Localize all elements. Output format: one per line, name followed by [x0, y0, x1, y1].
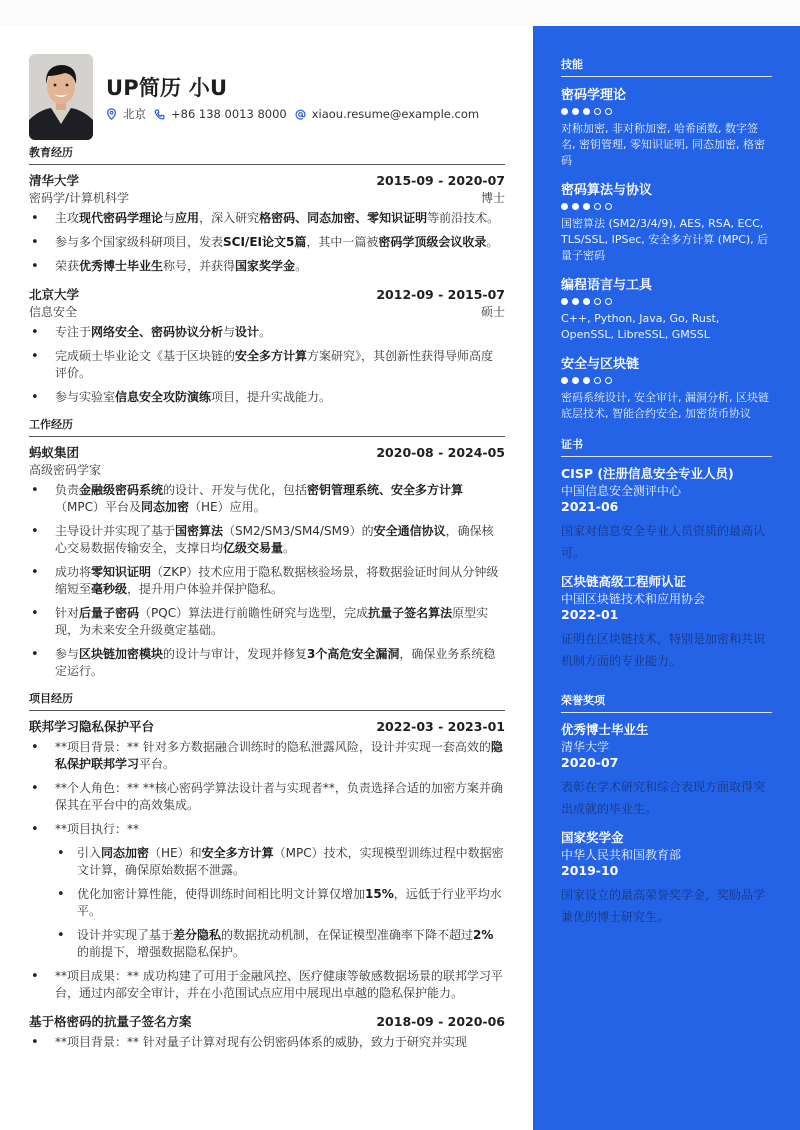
bullet-item: • 主攻现代密码学理论与应用，深入研究格密码、同态加密、零知识证明等前沿技术。 [29, 210, 505, 227]
entry-subheader [29, 189, 505, 206]
bullet-item: • 优化加密计算性能，使得训练时间相比明文计算仅增加15%，远低于行业平均水平。 [55, 886, 505, 920]
bold-text: 密码学顶级会议收录 [378, 235, 487, 249]
empty-dot-icon [605, 108, 612, 115]
entry-date: 2020-08 - 2024-05 [376, 445, 505, 460]
bullet-item: • **个人角色：** **核心密码学算法设计者与实现者**，负责选择合适的加密方案并确保其在平台中的高效集成。 [29, 780, 505, 814]
awards-section [561, 692, 772, 928]
bullet-list [55, 845, 505, 961]
skill-description: 对称加密, 非对称加密, 哈希函数, 数字签名, 密钥管理, 零知识证明, 同态加密, 格密码 [561, 122, 765, 167]
education-entry [29, 285, 505, 406]
bold-text: 15% [365, 887, 394, 901]
major: 信息安全 [29, 305, 78, 319]
bullet-list [29, 1034, 505, 1051]
award-name: 国家奖学金 [561, 830, 624, 845]
bullet-item: • 荣获优秀博士毕业生称号，并获得国家奖学金。 [29, 258, 505, 275]
bold-text: 后量子密码 [79, 606, 140, 620]
filled-dot-icon [561, 203, 568, 210]
bold-text: 信息安全攻防演练 [115, 390, 212, 404]
filled-dot-icon [561, 108, 568, 115]
bold-text: 安全通信协议 [373, 524, 446, 538]
avatar [29, 54, 93, 140]
certificate-issuer: 中国信息安全测评中心 [561, 484, 682, 498]
bold-text: 优秀博士毕业生 [79, 259, 164, 273]
certificate-item [561, 464, 772, 564]
sidebar [533, 26, 800, 1130]
section-title-projects: 项目经历 [29, 690, 505, 711]
entry-header [29, 1012, 505, 1030]
bold-text: 安全多方计算 [235, 349, 308, 363]
project-name: 联邦学习隐私保护平台 [29, 719, 155, 734]
skill-name: 编程语言与工具 [561, 278, 653, 293]
company-name: 蚂蚁集团 [29, 445, 80, 460]
filled-dot-icon [572, 377, 579, 384]
entry-header [29, 285, 505, 303]
project-entry [29, 717, 505, 1002]
bold-text: 国密算法 [175, 524, 224, 538]
skill-level-rating [561, 377, 772, 384]
award-description: 国家设立的最高荣誉奖学金，奖励品学兼优的博士研究生。 [561, 888, 766, 924]
certificates-section [561, 436, 772, 672]
skill-item [561, 353, 772, 422]
filled-dot-icon [583, 203, 590, 210]
skill-level-rating [561, 203, 772, 210]
entry-subheader [29, 303, 505, 320]
phone-text: +86 138 0013 8000 [171, 107, 287, 121]
bold-text: 亿级交易量 [223, 541, 284, 555]
contact-email[interactable] [295, 107, 479, 121]
entry-header [29, 171, 505, 189]
bold-text: 网络安全、密码协议分析 [91, 325, 224, 339]
skill-description: 密码系统设计, 安全审计, 漏洞分析, 区块链底层技术, 智能合约安全, 加密货币协议 [561, 391, 769, 420]
bullet-list [29, 482, 505, 680]
contact-phone[interactable] [154, 107, 287, 121]
skill-item [561, 179, 772, 264]
filled-dot-icon [583, 377, 590, 384]
phone-icon [154, 109, 165, 120]
skill-level-rating [561, 108, 772, 115]
award-date: 2019-10 [561, 863, 619, 878]
bold-text: 应用 [175, 211, 200, 225]
filled-dot-icon [561, 298, 568, 305]
bold-text: 2% [473, 928, 494, 942]
bullet-item: • 成功将零知识证明（ZKP）技术应用于隐私数据核验场景，将数据验证时间从分钟级缩短至毫秒级，提升用户体验并保护隐私。 [29, 564, 505, 598]
bold-text: 国家奖学金 [235, 259, 296, 273]
certificate-date: 2022-01 [561, 607, 619, 622]
bullet-list [29, 739, 505, 1002]
major: 密码学/计算机科学 [29, 191, 130, 205]
skill-name: 密码算法与协议 [561, 183, 653, 198]
bullet-item: • 针对后量子密码（PQC）算法进行前瞻性研究与选型，完成抗量子签名算法原型实现，为未来安全升级奠定基础。 [29, 605, 505, 639]
certificate-name: CISP (注册信息安全专业人员) [561, 466, 734, 481]
bold-text: 格密码、同态加密、零知识证明 [259, 211, 428, 225]
contact-location [106, 106, 146, 122]
bold-text: 隐私保护联邦学习 [55, 740, 503, 771]
bullet-item: • **项目背景：** 针对量子计算对现有公钥密码体系的威胁，致力于研究并实现 [29, 1034, 505, 1051]
award-name: 优秀博士毕业生 [561, 722, 649, 737]
location-icon [106, 108, 117, 120]
empty-dot-icon [594, 298, 601, 305]
candidate-name: UP简历 小U [106, 76, 228, 100]
job-role: 高级密码学家 [29, 463, 102, 477]
empty-dot-icon [605, 377, 612, 384]
bullet-list [29, 324, 505, 406]
bold-text: 差分隐私 [173, 928, 222, 942]
degree: 硕士 [480, 305, 505, 319]
bold-text: 毫秒级 [91, 582, 128, 596]
bullet-item: • 参与实验室信息安全攻防演练项目，提升实战能力。 [29, 389, 505, 406]
education-section [29, 144, 505, 406]
section-title-skills: 技能 [561, 56, 772, 77]
bold-text: 现代密码学理论 [79, 211, 164, 225]
bullet-item: • 完成硕士毕业论文《基于区块链的安全多方计算方案研究》，其创新性获得导师高度评价。 [29, 348, 505, 382]
entry-header [29, 717, 505, 735]
empty-dot-icon [594, 203, 601, 210]
contact-info [106, 106, 487, 122]
bullet-item: • 负责金融级密码系统的设计、开发与优化，包括密钥管理系统、安全多方计算（MPC）平台及同态加密（HE）应用。 [29, 482, 505, 516]
skill-item [561, 84, 772, 169]
bullet-item: • 专注于网络安全、密码协议分析与设计。 [29, 324, 505, 341]
certificate-date: 2021-06 [561, 499, 619, 514]
bullet-item: • **项目执行：** • 引入同态加密（HE）和安全多方计算（MPC）技术，实现模型训练过程中数据密文计算，确保原始数据不泄露。 • 优化加密计算性能，使得训练时间相比明文计算仅增加15%，远低于行业平均水平。 • 设计并实现了基于差分隐私的数据扰动机制，在保证模型准确率下降不超过2%的前提下，增强数据隐私保护。 [29, 821, 505, 961]
skill-name: 密码学理论 [561, 88, 627, 103]
email-icon [295, 109, 306, 120]
bullet-item: • 主导设计并实现了基于国密算法（SM2/SM3/SM4/SM9）的安全通信协议，确保核心交易数据传输安全，支撑日均亿级交易量。 [29, 523, 505, 557]
project-entry [29, 1012, 505, 1051]
work-entry [29, 443, 505, 680]
award-item [561, 828, 772, 928]
bold-text: 3个高危安全漏洞 [307, 647, 400, 661]
filled-dot-icon [572, 203, 579, 210]
entry-date: 2012-09 - 2015-07 [376, 287, 505, 302]
skills-section [561, 56, 772, 422]
main-column [29, 26, 505, 1061]
award-issuer: 中华人民共和国教育部 [561, 848, 682, 862]
bold-text: 金融级密码系统 [79, 483, 164, 497]
section-title-awards: 荣誉奖项 [561, 692, 772, 713]
empty-dot-icon [594, 377, 601, 384]
bullet-item: • 参与区块链加密模块的设计与审计，发现并修复3个高危安全漏洞，确保业务系统稳定运行。 [29, 646, 505, 680]
empty-dot-icon [594, 108, 601, 115]
section-title-education: 教育经历 [29, 144, 505, 165]
project-name: 基于格密码的抗量子签名方案 [29, 1014, 192, 1029]
school-name: 清华大学 [29, 173, 80, 188]
entry-date: 2018-09 - 2020-06 [376, 1014, 505, 1029]
certificate-description: 证明在区块链技术，特别是加密和共识机制方面的专业能力。 [561, 632, 766, 668]
entry-date: 2022-03 - 2023-01 [376, 719, 505, 734]
bold-text: 同态加密 [101, 846, 150, 860]
empty-dot-icon [605, 298, 612, 305]
award-date: 2020-07 [561, 755, 619, 770]
entry-date: 2015-09 - 2020-07 [376, 173, 505, 188]
bold-text: 零知识证明 [91, 565, 152, 579]
skill-description: C++, Python, Java, Go, Rust, OpenSSL, LibreSSL, GMSSL [561, 312, 720, 341]
bold-text: SCI/EI论文5篇 [223, 235, 307, 249]
certificate-issuer: 中国区块链技术和应用协会 [561, 592, 706, 606]
filled-dot-icon [572, 298, 579, 305]
bullet-item: • **项目成果：** 成功构建了可用于金融风控、医疗健康等敏感数据场景的联邦学习平台，通过内部安全审计，并在小范围试点应用中展现出卓越的隐私保护能力。 [29, 968, 505, 1002]
bold-text: 抗量子签名算法 [368, 606, 453, 620]
resume-header [29, 26, 505, 144]
degree: 博士 [480, 191, 505, 205]
work-section [29, 416, 505, 680]
bold-text: 同态加密 [140, 500, 189, 514]
certificate-description: 国家对信息安全专业人员资质的最高认可。 [561, 524, 766, 560]
skill-level-rating [561, 298, 772, 305]
bold-text: 区块链加密模块 [79, 647, 164, 661]
school-name: 北京大学 [29, 287, 80, 302]
certificate-name: 区块链高级工程师认证 [561, 574, 687, 589]
section-title-certificates: 证书 [561, 436, 772, 457]
bold-text: 安全多方计算 [201, 846, 274, 860]
award-item [561, 720, 772, 820]
filled-dot-icon [561, 377, 568, 384]
empty-dot-icon [605, 203, 612, 210]
bullet-item: • 设计并实现了基于差分隐私的数据扰动机制，在保证模型准确率下降不超过2%的前提下，增强数据隐私保护。 [55, 927, 505, 961]
section-title-work: 工作经历 [29, 416, 505, 437]
certificate-item [561, 572, 772, 672]
skill-description: 国密算法 (SM2/3/4/9), AES, RSA, ECC, TLS/SSL, IPSec, 安全多方计算 (MPC), 后量子密码 [561, 217, 769, 262]
education-entry [29, 171, 505, 275]
location-text: 北京 [123, 107, 146, 121]
bullet-item: • 引入同态加密（HE）和安全多方计算（MPC）技术，实现模型训练过程中数据密文计算，确保原始数据不泄露。 [55, 845, 505, 879]
filled-dot-icon [572, 108, 579, 115]
skill-item [561, 274, 772, 343]
resume-page [0, 26, 800, 1130]
bullet-item: • 参与多个国家级科研项目，发表SCI/EI论文5篇，其中一篇被密码学顶级会议收录。 [29, 234, 505, 251]
bullet-list [29, 210, 505, 275]
entry-header [29, 443, 505, 461]
award-issuer: 清华大学 [561, 740, 610, 754]
award-description: 表彰在学术研究和综合表现方面取得突出成就的毕业生。 [561, 780, 766, 816]
filled-dot-icon [583, 298, 590, 305]
bullet-item: • **项目背景：** 针对多方数据融合训练时的隐私泄露风险，设计并实现一套高效的隐私保护联邦学习平台。 [29, 739, 505, 773]
bold-text: 密钥管理系统、安全多方计算 [307, 483, 464, 497]
bold-text: 设计 [235, 325, 260, 339]
skill-name: 安全与区块链 [561, 357, 640, 372]
email-text: xiaou.resume@example.com [311, 107, 480, 121]
filled-dot-icon [583, 108, 590, 115]
projects-section [29, 690, 505, 1051]
